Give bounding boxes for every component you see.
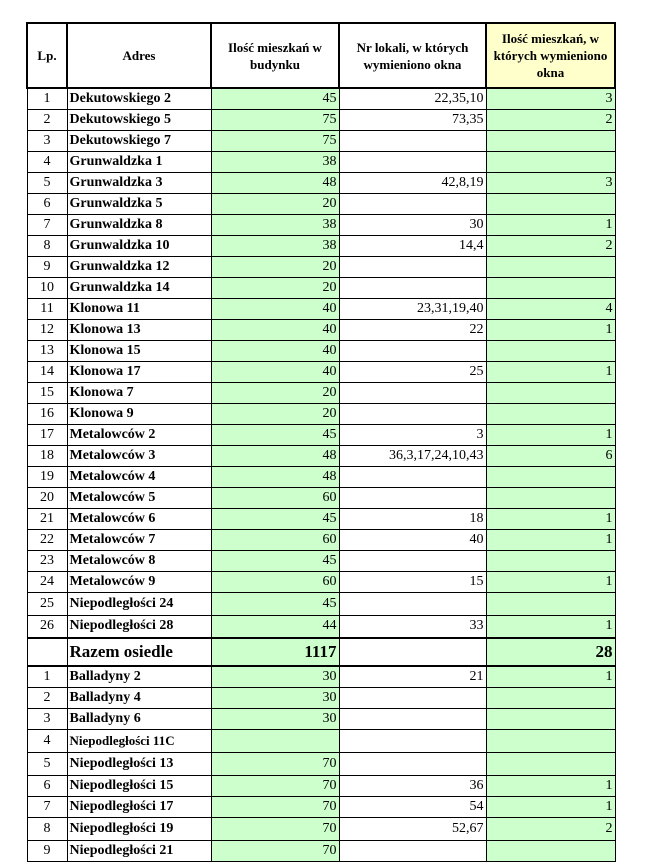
replaced-units-cell: 14,4 [339,235,486,256]
table-row [27,571,615,592]
row-number: 7 [27,214,67,235]
replaced-units-cell: 21 [339,666,486,687]
replaced-count-cell [486,130,615,151]
table-row [27,592,615,615]
address-cell: Niepodległości 17 [67,796,211,817]
address-cell: Grunwaldzka 1 [67,151,211,172]
table-row [27,235,615,256]
table-row [27,445,615,466]
table-row [27,752,615,775]
apartments-count-cell: 60 [211,487,339,508]
replaced-units-cell [339,708,486,729]
apartments-count-cell: 70 [211,752,339,775]
header-ilosc-wymienione: Ilość mieszkań, w których wymieniono okna [486,23,615,88]
row-number: 21 [27,508,67,529]
address-cell: Metalowców 5 [67,487,211,508]
apartments-count-cell: 38 [211,151,339,172]
replaced-count-cell: 2 [486,109,615,130]
table-row [27,466,615,487]
address-cell: Dekutowskiego 2 [67,88,211,109]
address-cell: Grunwaldzka 12 [67,256,211,277]
replaced-count-cell [486,840,615,861]
replaced-count-cell: 1 [486,796,615,817]
table-row [27,487,615,508]
replaced-units-cell [339,256,486,277]
table-row [27,214,615,235]
replaced-count-cell [486,550,615,571]
replaced-count-cell: 1 [486,361,615,382]
row-number: 11 [27,298,67,319]
row-number: 18 [27,445,67,466]
row-number: 8 [27,817,67,840]
address-cell: Balladyny 6 [67,708,211,729]
replaced-units-cell [339,382,486,403]
table-row [27,687,615,708]
address-cell: Metalowców 7 [67,529,211,550]
replaced-units-cell [339,403,486,424]
address-cell: Klonowa 13 [67,319,211,340]
apartments-count-cell: 40 [211,340,339,361]
apartments-count-cell: 40 [211,361,339,382]
row-number: 4 [27,729,67,752]
replaced-units-cell [339,151,486,172]
apartments-count-cell: 75 [211,130,339,151]
table-row [27,151,615,172]
apartments-count-cell: 45 [211,592,339,615]
replaced-units-cell [339,340,486,361]
replaced-units-cell [339,130,486,151]
apartments-count-cell: 70 [211,775,339,796]
table-row [27,298,615,319]
address-cell: Grunwaldzka 14 [67,277,211,298]
table-row [27,708,615,729]
table-row [27,256,615,277]
address-cell: Niepodległości 11C [67,729,211,752]
replaced-count-cell: 1 [486,615,615,638]
replaced-count-cell: 1 [486,775,615,796]
replaced-units-cell: 25 [339,361,486,382]
row-number: 4 [27,151,67,172]
apartments-count-cell: 20 [211,193,339,214]
apartments-count-cell [211,729,339,752]
row-number: 17 [27,424,67,445]
address-cell: Metalowców 3 [67,445,211,466]
row-number: 6 [27,775,67,796]
address-cell: Niepodległości 19 [67,817,211,840]
total-replaced: 28 [486,638,615,666]
replaced-units-cell: 15 [339,571,486,592]
apartments-count-cell: 30 [211,708,339,729]
table-row [27,729,615,752]
row-number: 8 [27,235,67,256]
address-cell: Klonowa 7 [67,382,211,403]
table-row [27,775,615,796]
row-number: 20 [27,487,67,508]
address-cell: Klonowa 9 [67,403,211,424]
table-row [27,382,615,403]
replaced-units-cell: 18 [339,508,486,529]
replaced-units-cell [339,729,486,752]
address-cell: Dekutowskiego 7 [67,130,211,151]
row-number: 12 [27,319,67,340]
replaced-count-cell: 1 [486,508,615,529]
replaced-units-cell [339,840,486,861]
apartments-count-cell: 38 [211,214,339,235]
replaced-units-cell: 23,31,19,40 [339,298,486,319]
header-ilosc: Ilość mieszkań w budynku [211,23,339,88]
row-number: 26 [27,615,67,638]
row-number: 19 [27,466,67,487]
apartments-count-cell: 30 [211,687,339,708]
address-cell: Niepodległości 21 [67,840,211,861]
apartments-count-cell: 75 [211,109,339,130]
table-row [27,615,615,638]
replaced-count-cell [486,193,615,214]
replaced-count-cell: 1 [486,214,615,235]
table-row [27,796,615,817]
apartments-count-cell: 40 [211,298,339,319]
replaced-count-cell: 2 [486,817,615,840]
replaced-units-cell [339,277,486,298]
table-row [27,172,615,193]
row-number: 23 [27,550,67,571]
address-cell: Metalowców 8 [67,550,211,571]
replaced-count-cell: 1 [486,319,615,340]
header-adres: Adres [67,23,211,88]
replaced-units-cell [339,550,486,571]
row-number: 6 [27,193,67,214]
header-row [27,23,615,88]
replaced-units-cell: 54 [339,796,486,817]
table-row [27,666,615,687]
replaced-count-cell: 2 [486,235,615,256]
table-row [27,277,615,298]
address-cell: Grunwaldzka 3 [67,172,211,193]
row-number: 1 [27,88,67,109]
address-cell: Klonowa 17 [67,361,211,382]
replaced-count-cell: 1 [486,571,615,592]
table-row [27,550,615,571]
replaced-count-cell [486,487,615,508]
replaced-units-cell: 36,3,17,24,10,43 [339,445,486,466]
replaced-count-cell [486,708,615,729]
address-cell: Klonowa 15 [67,340,211,361]
total-empty-units [339,638,486,666]
address-cell: Grunwaldzka 5 [67,193,211,214]
apartments-count-cell: 70 [211,817,339,840]
address-cell: Metalowców 6 [67,508,211,529]
replaced-units-cell [339,466,486,487]
apartments-count-cell: 70 [211,796,339,817]
header-nr-lokali: Nr lokali, w których wymieniono okna [339,23,486,88]
apartments-count-cell: 60 [211,571,339,592]
row-number: 9 [27,840,67,861]
row-number: 7 [27,796,67,817]
replaced-units-cell [339,592,486,615]
apartments-count-cell: 60 [211,529,339,550]
row-number: 24 [27,571,67,592]
apartments-count-cell: 20 [211,256,339,277]
row-number: 2 [27,687,67,708]
replaced-count-cell [486,729,615,752]
replaced-count-cell: 3 [486,88,615,109]
replaced-units-cell: 22 [339,319,486,340]
apartments-count-cell: 20 [211,403,339,424]
row-number: 22 [27,529,67,550]
replaced-units-cell: 73,35 [339,109,486,130]
address-cell: Niepodległości 24 [67,592,211,615]
replaced-units-cell [339,752,486,775]
apartments-count-cell: 20 [211,277,339,298]
replaced-count-cell [486,277,615,298]
table-row [27,529,615,550]
replaced-count-cell [486,256,615,277]
apartments-count-cell: 45 [211,88,339,109]
table-row [27,193,615,214]
total-row [27,638,615,666]
replaced-count-cell: 4 [486,298,615,319]
replaced-count-cell [486,151,615,172]
replaced-units-cell: 40 [339,529,486,550]
apartments-count-cell: 48 [211,466,339,487]
address-cell: Grunwaldzka 10 [67,235,211,256]
replaced-units-cell [339,487,486,508]
replaced-units-cell: 3 [339,424,486,445]
apartments-count-cell: 38 [211,235,339,256]
address-cell: Metalowców 9 [67,571,211,592]
row-number: 15 [27,382,67,403]
table-row [27,840,615,861]
windows-table [26,22,616,862]
address-cell: Niepodległości 13 [67,752,211,775]
apartments-count-cell: 48 [211,445,339,466]
row-number: 9 [27,256,67,277]
total-empty-lp [27,638,67,666]
replaced-units-cell: 33 [339,615,486,638]
apartments-count-cell: 40 [211,319,339,340]
table-row [27,130,615,151]
table-row [27,361,615,382]
row-number: 5 [27,752,67,775]
table-row [27,424,615,445]
row-number: 16 [27,403,67,424]
replaced-count-cell [486,592,615,615]
address-cell: Balladyny 2 [67,666,211,687]
row-number: 3 [27,130,67,151]
replaced-units-cell: 30 [339,214,486,235]
replaced-count-cell: 3 [486,172,615,193]
row-number: 3 [27,708,67,729]
replaced-count-cell: 1 [486,529,615,550]
replaced-units-cell: 52,67 [339,817,486,840]
row-number: 14 [27,361,67,382]
apartments-count-cell: 44 [211,615,339,638]
replaced-count-cell [486,687,615,708]
table-row [27,508,615,529]
row-number: 10 [27,277,67,298]
table-row [27,88,615,109]
row-number: 13 [27,340,67,361]
row-number: 25 [27,592,67,615]
apartments-count-cell: 30 [211,666,339,687]
address-cell: Niepodległości 28 [67,615,211,638]
address-cell: Niepodległości 15 [67,775,211,796]
header-lp: Lp. [27,23,67,88]
row-number: 5 [27,172,67,193]
table-row [27,109,615,130]
table-row [27,319,615,340]
address-cell: Metalowców 4 [67,466,211,487]
replaced-count-cell: 6 [486,445,615,466]
replaced-units-cell: 22,35,10 [339,88,486,109]
table-row [27,817,615,840]
address-cell: Klonowa 11 [67,298,211,319]
total-apartments: 1117 [211,638,339,666]
address-cell: Balladyny 4 [67,687,211,708]
table-row [27,403,615,424]
apartments-count-cell: 45 [211,424,339,445]
apartments-count-cell: 48 [211,172,339,193]
apartments-count-cell: 70 [211,840,339,861]
total-label: Razem osiedle [67,638,211,666]
replaced-count-cell [486,382,615,403]
replaced-count-cell: 1 [486,424,615,445]
replaced-count-cell [486,403,615,424]
replaced-count-cell [486,466,615,487]
address-cell: Grunwaldzka 8 [67,214,211,235]
replaced-units-cell [339,193,486,214]
row-number: 1 [27,666,67,687]
replaced-count-cell: 1 [486,666,615,687]
replaced-units-cell: 36 [339,775,486,796]
replaced-count-cell [486,340,615,361]
table-row [27,340,615,361]
apartments-count-cell: 45 [211,550,339,571]
address-cell: Dekutowskiego 5 [67,109,211,130]
apartments-count-cell: 20 [211,382,339,403]
replaced-units-cell [339,687,486,708]
replaced-units-cell: 42,8,19 [339,172,486,193]
address-cell: Metalowców 2 [67,424,211,445]
row-number: 2 [27,109,67,130]
apartments-count-cell: 45 [211,508,339,529]
replaced-count-cell [486,752,615,775]
